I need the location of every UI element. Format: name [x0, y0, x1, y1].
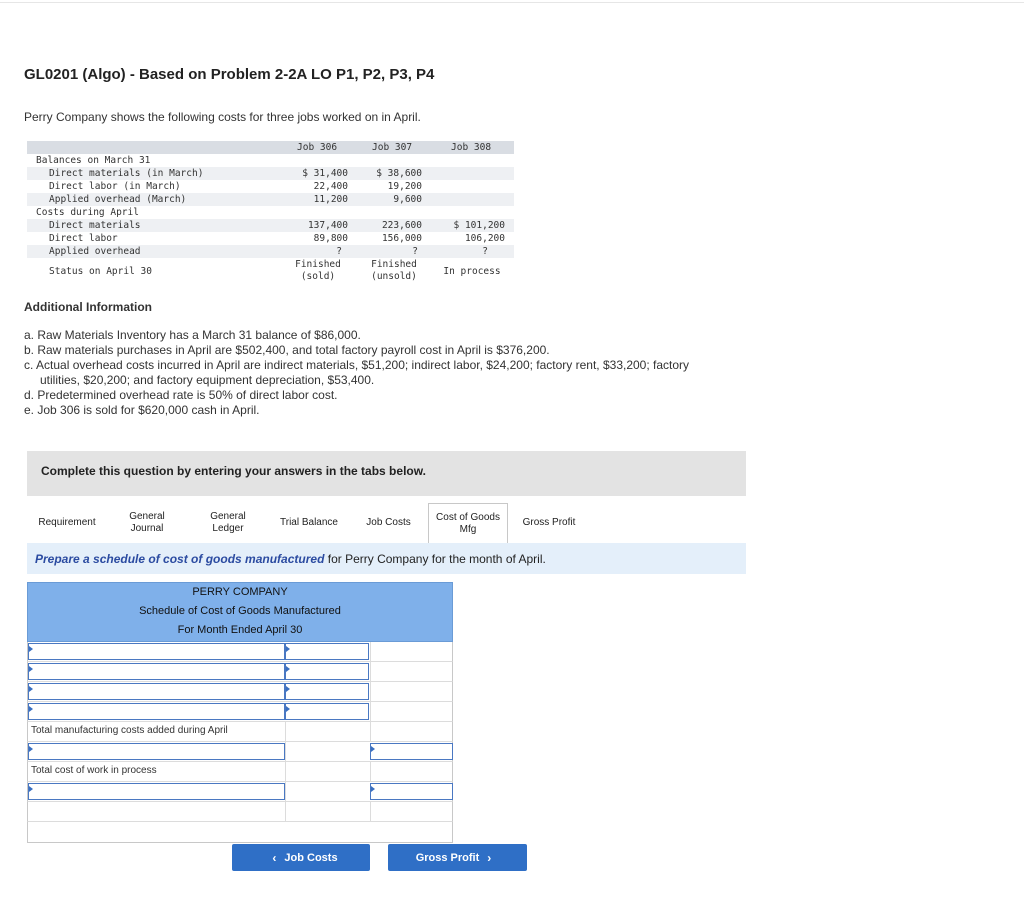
- task-prompt-text: [35, 552, 546, 566]
- row-label: Applied overhead (March): [49, 194, 187, 205]
- row-label: Direct materials (in March): [49, 168, 204, 179]
- tab-label: Gross Profit: [522, 517, 576, 528]
- info-item-e: e. Job 306 is sold for $620,000 cash in April.: [24, 403, 260, 417]
- status-job-307: [360, 259, 428, 283]
- cell-value: ?: [412, 246, 418, 257]
- schedule-company: PERRY COMPANY: [192, 586, 288, 598]
- empty-cell: [370, 662, 454, 681]
- account-dropdown[interactable]: [28, 743, 285, 760]
- empty-cell: [370, 682, 454, 701]
- cell-value: 89,800: [313, 233, 348, 244]
- empty-cell: [28, 802, 285, 821]
- amount-input[interactable]: [285, 683, 369, 700]
- table-row: [27, 206, 514, 219]
- cell-value: 223,600: [381, 220, 422, 231]
- table-row: [27, 167, 514, 180]
- schedule-row: [27, 682, 453, 702]
- cell-value: 11,200: [313, 194, 348, 205]
- page-title: GL0201 (Algo) - Based on Problem 2-2A LO P1, P2, P3, P4: [24, 66, 435, 83]
- tab-label: [210, 511, 246, 535]
- schedule-header: [27, 582, 453, 642]
- empty-cell: [370, 642, 454, 661]
- empty-cell: [285, 722, 370, 741]
- total-wip-label: Total cost of work in process: [31, 765, 157, 776]
- label-cell: [28, 762, 285, 781]
- cell-value: ?: [482, 246, 488, 257]
- header-job-306: Job 306: [297, 142, 338, 153]
- amount-input[interactable]: [285, 643, 369, 660]
- job-cost-table: [27, 141, 514, 286]
- row-label: Direct labor: [49, 233, 118, 244]
- tab-label: [436, 512, 500, 536]
- next-tab-label: Gross Profit: [415, 851, 480, 864]
- tab-general-ledger[interactable]: [187, 503, 269, 543]
- cell-value: $ 101,200: [453, 220, 505, 231]
- cell-value: 9,600: [393, 194, 422, 205]
- row-label: Costs during April: [36, 207, 139, 218]
- cell-value: 106,200: [464, 233, 505, 244]
- schedule-row: [27, 742, 453, 762]
- top-divider: [0, 2, 1024, 3]
- schedule-row: [27, 762, 453, 782]
- schedule-period: For Month Ended April 30: [177, 624, 303, 636]
- schedule-footer-row: [27, 822, 453, 843]
- header-job-307: Job 307: [372, 142, 413, 153]
- info-item-a: a. Raw Materials Inventory has a March 31 balance of $86,000.: [24, 328, 361, 342]
- schedule-row: [27, 642, 453, 662]
- account-dropdown[interactable]: [28, 643, 285, 660]
- status-job-306: [287, 259, 349, 283]
- tab-label-line: General: [210, 511, 246, 522]
- table-row: [27, 232, 514, 245]
- cell-value: 19,200: [387, 181, 422, 192]
- instructions-banner: [27, 451, 746, 496]
- row-label: Direct materials: [49, 220, 141, 231]
- account-dropdown[interactable]: [28, 703, 285, 720]
- table-row: [27, 245, 514, 258]
- cell-value: 156,000: [381, 233, 422, 244]
- empty-cell: [285, 782, 370, 801]
- table-row: [27, 180, 514, 193]
- tab-label: Job Costs: [366, 517, 411, 528]
- amount-input[interactable]: [285, 703, 369, 720]
- empty-cell: [370, 802, 454, 821]
- row-label: Balances on March 31: [36, 155, 151, 166]
- schedule-row: [27, 722, 453, 742]
- intro-text: Perry Company shows the following costs for three jobs worked on in April.: [24, 110, 421, 124]
- row-label: Direct labor (in March): [49, 181, 181, 192]
- cell-value: $ 31,400: [302, 168, 348, 179]
- next-tab-button[interactable]: [388, 844, 527, 871]
- prev-tab-button[interactable]: [232, 844, 370, 871]
- amount-input[interactable]: [370, 783, 453, 800]
- empty-cell: [285, 762, 370, 781]
- tab-label: [129, 511, 165, 535]
- cell-value: $ 38,600: [376, 168, 422, 179]
- table-row: [27, 258, 514, 286]
- schedule-row: [27, 662, 453, 682]
- status-line: Finished: [371, 259, 417, 270]
- status-line: Finished: [295, 259, 341, 270]
- table-row: [27, 219, 514, 232]
- schedule-row: [27, 802, 453, 822]
- additional-info-heading: Additional Information: [24, 300, 152, 314]
- account-dropdown[interactable]: [28, 783, 285, 800]
- empty-cell: [370, 722, 454, 741]
- cell-value: 137,400: [307, 220, 348, 231]
- label-cell: [28, 722, 285, 741]
- table-row: [27, 154, 514, 167]
- status-line: (sold): [300, 271, 336, 282]
- account-dropdown[interactable]: [28, 683, 285, 700]
- info-item-c-continued: utilities, $20,200; and factory equipment depreciation, $53,400.: [40, 373, 375, 387]
- table-row: [27, 193, 514, 206]
- chevron-right-icon: ›: [487, 850, 492, 865]
- tab-label: Trial Balance: [280, 517, 338, 528]
- job-cost-table-header: [27, 141, 514, 154]
- instructions-text: Complete this question by entering your answers in the tabs below.: [41, 464, 426, 478]
- status-line: (unsold): [371, 271, 417, 282]
- schedule-row: [27, 782, 453, 802]
- tab-label-line: Journal: [130, 523, 164, 534]
- task-prompt-rest: for Perry Company for the month of April.: [324, 552, 546, 566]
- chevron-left-icon: ‹: [272, 850, 277, 865]
- status-job-308: In process: [443, 266, 501, 277]
- task-prompt: [27, 543, 746, 574]
- prev-tab-label: Job Costs: [284, 851, 338, 864]
- info-item-d: d. Predetermined overhead rate is 50% of direct labor cost.: [24, 388, 338, 402]
- tab-label: Requirement: [38, 517, 96, 528]
- total-mfg-label: Total manufacturing costs added during April: [31, 725, 228, 736]
- account-dropdown[interactable]: [28, 663, 285, 680]
- info-item-c: c. Actual overhead costs incurred in April are indirect materials, $51,200; indirect labor, $24,200; factory rent, $33,200; factory: [24, 358, 690, 372]
- tab-trial-balance[interactable]: [269, 503, 349, 543]
- additional-info-list: [24, 328, 784, 418]
- info-item-b: b. Raw materials purchases in April are $502,400, and total factory payroll cost in April is $376,200.: [24, 343, 550, 357]
- tab-bar: [27, 503, 746, 544]
- schedule-title: Schedule of Cost of Goods Manufactured: [139, 605, 341, 617]
- empty-cell: [370, 762, 454, 781]
- empty-cell: [285, 802, 370, 821]
- tab-job-costs[interactable]: [349, 503, 428, 543]
- tab-gross-profit[interactable]: [508, 503, 590, 543]
- row-label: Applied overhead: [49, 246, 141, 257]
- empty-cell: [285, 742, 370, 761]
- tab-label-line: Ledger: [212, 523, 244, 534]
- amount-input[interactable]: [285, 663, 369, 680]
- task-prompt-emphasis: Prepare a schedule of cost of goods manufactured: [35, 552, 325, 566]
- tab-cost-of-goods-mfg[interactable]: [428, 503, 508, 544]
- schedule-row: [27, 702, 453, 722]
- empty-cell: [370, 702, 454, 721]
- tab-label-line: General: [129, 511, 165, 522]
- cogm-schedule: [27, 582, 453, 843]
- cell-value: 22,400: [313, 181, 348, 192]
- amount-input[interactable]: [370, 743, 453, 760]
- row-label: Status on April 30: [49, 266, 152, 277]
- header-job-308: Job 308: [451, 142, 492, 153]
- tab-label-line: Cost of Goods: [436, 511, 500, 523]
- tab-label-line: Mfg: [459, 523, 477, 535]
- tab-requirement[interactable]: [27, 503, 107, 543]
- cell-value: ?: [336, 246, 342, 257]
- tab-general-journal[interactable]: [107, 503, 187, 543]
